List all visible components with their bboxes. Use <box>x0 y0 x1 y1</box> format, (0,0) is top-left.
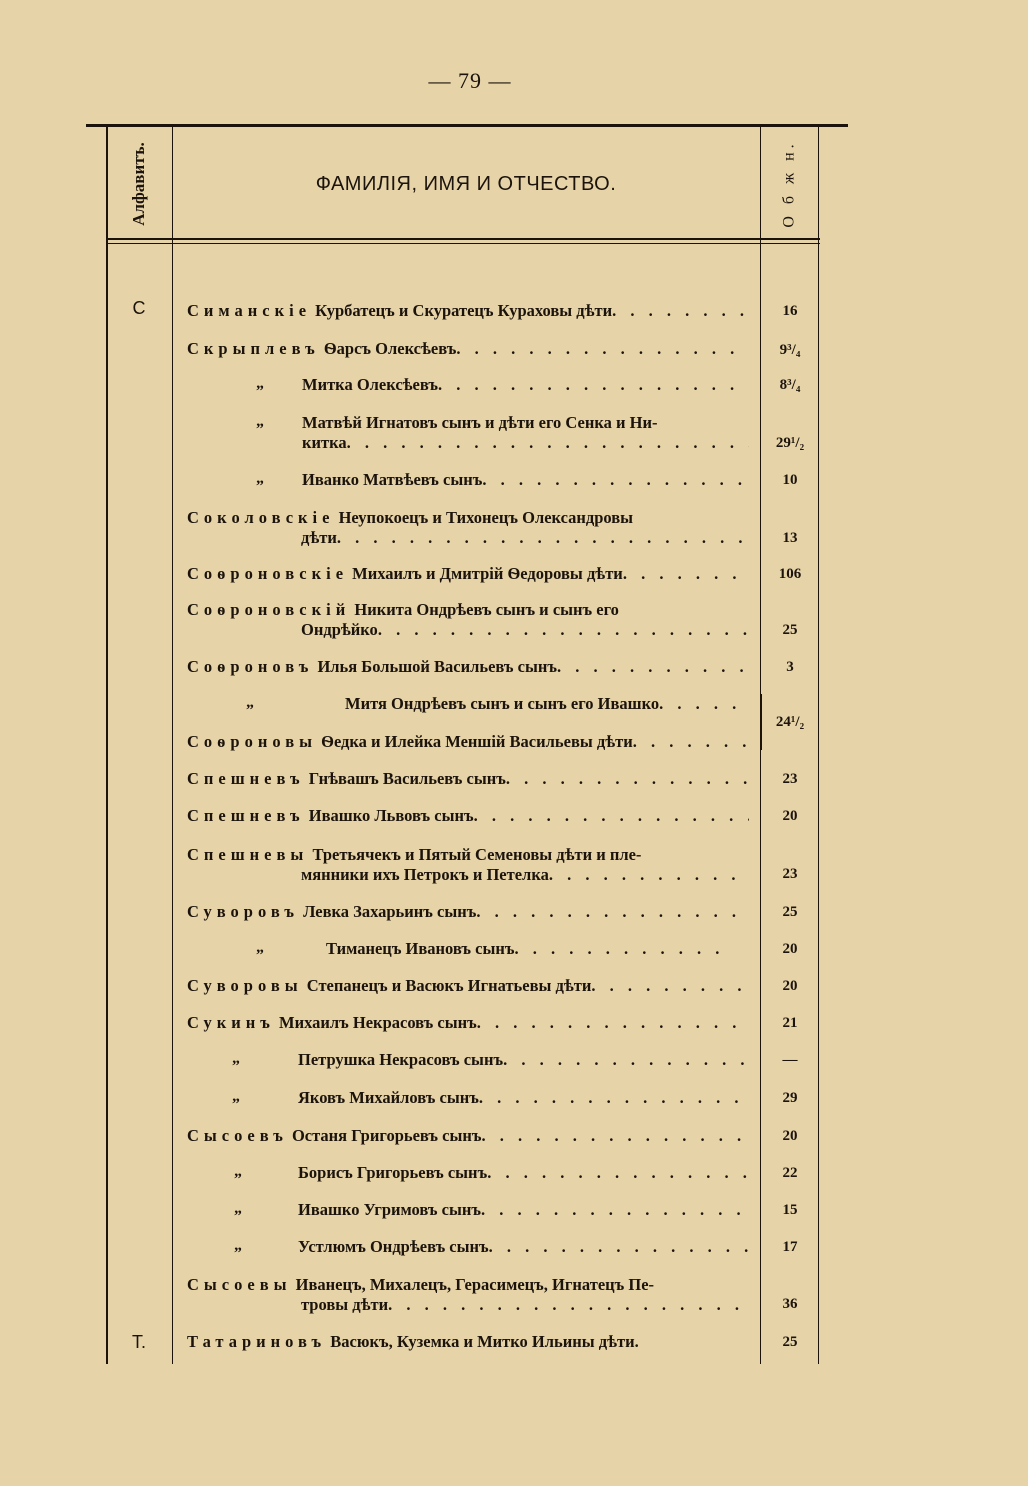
header-name: ФАМИЛІЯ, ИМЯ И ОТЧЕСТВО. <box>315 172 617 195</box>
ditto-mark: „ <box>232 1088 240 1105</box>
list-item: Тиманецъ Ивановъ сынъ . . . <box>326 939 726 959</box>
letter-t: Т. <box>131 1332 146 1352</box>
list-item: Соколовскіе Неупокоецъ и Тихонецъ Олександровы дѣти . . . <box>187 508 749 548</box>
count-value: 25 <box>782 904 798 920</box>
header-bottom-rule-2 <box>106 243 820 244</box>
header-count: О б ж н. <box>781 140 798 228</box>
list-item: Сысоевы Иванецъ, Михалецъ, Герасимецъ, Игнатецъ Пе- тровы дѣти . . . <box>187 1275 749 1315</box>
list-item: Матвѣй Игнатовъ сынъ и дѣти его Сенка и Ни- китка . . . <box>302 413 749 453</box>
page-number: — 79 — <box>428 68 512 93</box>
count-value: 21 <box>782 1015 798 1031</box>
count-value: 15 <box>782 1202 798 1218</box>
column-divider-right <box>818 124 819 1364</box>
list-item: Митя Ондрѣевъ сынъ и сынъ его Ивашко . . . <box>345 694 749 714</box>
ditto-mark: „ <box>256 375 264 392</box>
list-item: Соѳроновскіе Михаилъ и Дмитрій Ѳедоровы дѣти . . . <box>187 564 749 584</box>
count-value: 20 <box>782 941 798 957</box>
list-item: Спешневъ Ивашко Львовъ сынъ . . . <box>187 806 749 826</box>
count-value: 22 <box>782 1165 798 1181</box>
count-value: 9³/₄ <box>779 342 801 358</box>
list-item: Петрушка Некрасовъ сынъ . . . <box>298 1050 749 1070</box>
count-value: 13 <box>782 530 798 546</box>
list-item: Сысоевъ Останя Григорьевъ сынъ . . . <box>187 1126 749 1146</box>
count-value: 29¹/₂ <box>775 435 805 451</box>
count-value: 23 <box>782 866 798 882</box>
count-value: 20 <box>782 1128 798 1144</box>
ditto-mark: „ <box>256 413 264 430</box>
list-item: Спешневы Третьячекъ и Пятый Семеновы дѣти и пле- мянники ихъ Петрокъ и Петелка . . . <box>187 845 749 885</box>
column-divider-1 <box>172 124 173 1364</box>
list-item: Соѳроновъ Илья Большой Васильевъ сынъ . . . <box>187 657 749 677</box>
ditto-mark: „ <box>234 1237 242 1254</box>
list-item: Соѳроновы Ѳедка и Илейка Меншій Васильевы дѣти . . . <box>187 732 749 752</box>
count-value: 10 <box>782 472 798 488</box>
count-value: 25 <box>782 1334 798 1350</box>
count-value: 29 <box>782 1090 798 1106</box>
list-item: Суворовъ Левка Захарьинъ сынъ . . . <box>187 902 749 922</box>
count-value: 17 <box>782 1239 798 1255</box>
ditto-mark: „ <box>232 1050 240 1067</box>
ditto-mark: „ <box>256 470 264 487</box>
count-value: 106 <box>778 566 802 582</box>
list-item: Суворовы Степанецъ и Васюкъ Игнатьевы дѣти . . . <box>187 976 749 996</box>
count-value: 16 <box>782 303 798 319</box>
ditto-mark: „ <box>246 694 254 711</box>
count-value: 36 <box>782 1296 798 1312</box>
list-item: Сукинъ Михаилъ Некрасовъ сынъ . . . <box>187 1013 749 1033</box>
list-item: Спешневъ Гнѣвашъ Васильевъ сынъ . . . <box>187 769 749 789</box>
count-value: 3 <box>786 659 794 675</box>
table-top-rule <box>86 124 848 127</box>
ditto-mark: „ <box>256 939 264 956</box>
list-item: Борисъ Григорьевъ сынъ . . . <box>298 1163 749 1183</box>
count-value: 25 <box>782 622 798 638</box>
count-value: 23 <box>782 771 798 787</box>
list-item: Соѳроновскій Никита Ондрѣевъ сынъ и сынъ его Ондрѣйко . . . <box>187 600 749 640</box>
list-item: Татариновъ Васюкъ, Куземка и Митко Ильины дѣти. <box>187 1332 639 1351</box>
list-item: Яковъ Михайловъ сынъ . . . <box>298 1088 749 1108</box>
list-item: Иванко Матвѣевъ сынъ . . . <box>302 470 749 490</box>
count-value: 24¹/₂ <box>775 714 805 730</box>
count-value: — <box>782 1052 798 1068</box>
ditto-mark: „ <box>234 1163 242 1180</box>
header-bottom-rule <box>106 238 820 240</box>
list-item: Ивашко Угримовъ сынъ . . . <box>298 1200 749 1220</box>
count-value: 20 <box>782 978 798 994</box>
list-item: Скрыплевъ Ѳарсъ Олексѣевъ . . . <box>187 339 749 359</box>
header-alphabet: Алфавитъ. <box>129 142 149 226</box>
list-item: Митка Олексѣевъ . . . <box>302 375 749 395</box>
list-item: Симанскіе Курбатецъ и Скуратецъ Кураховы дѣти . . . <box>187 301 749 321</box>
letter-s: С <box>132 298 146 318</box>
count-value: 8³/₄ <box>779 377 801 393</box>
list-item: Устлюмъ Ондрѣевъ сынъ . . . <box>298 1237 749 1257</box>
count-value: 20 <box>782 808 798 824</box>
ditto-mark: „ <box>234 1200 242 1217</box>
